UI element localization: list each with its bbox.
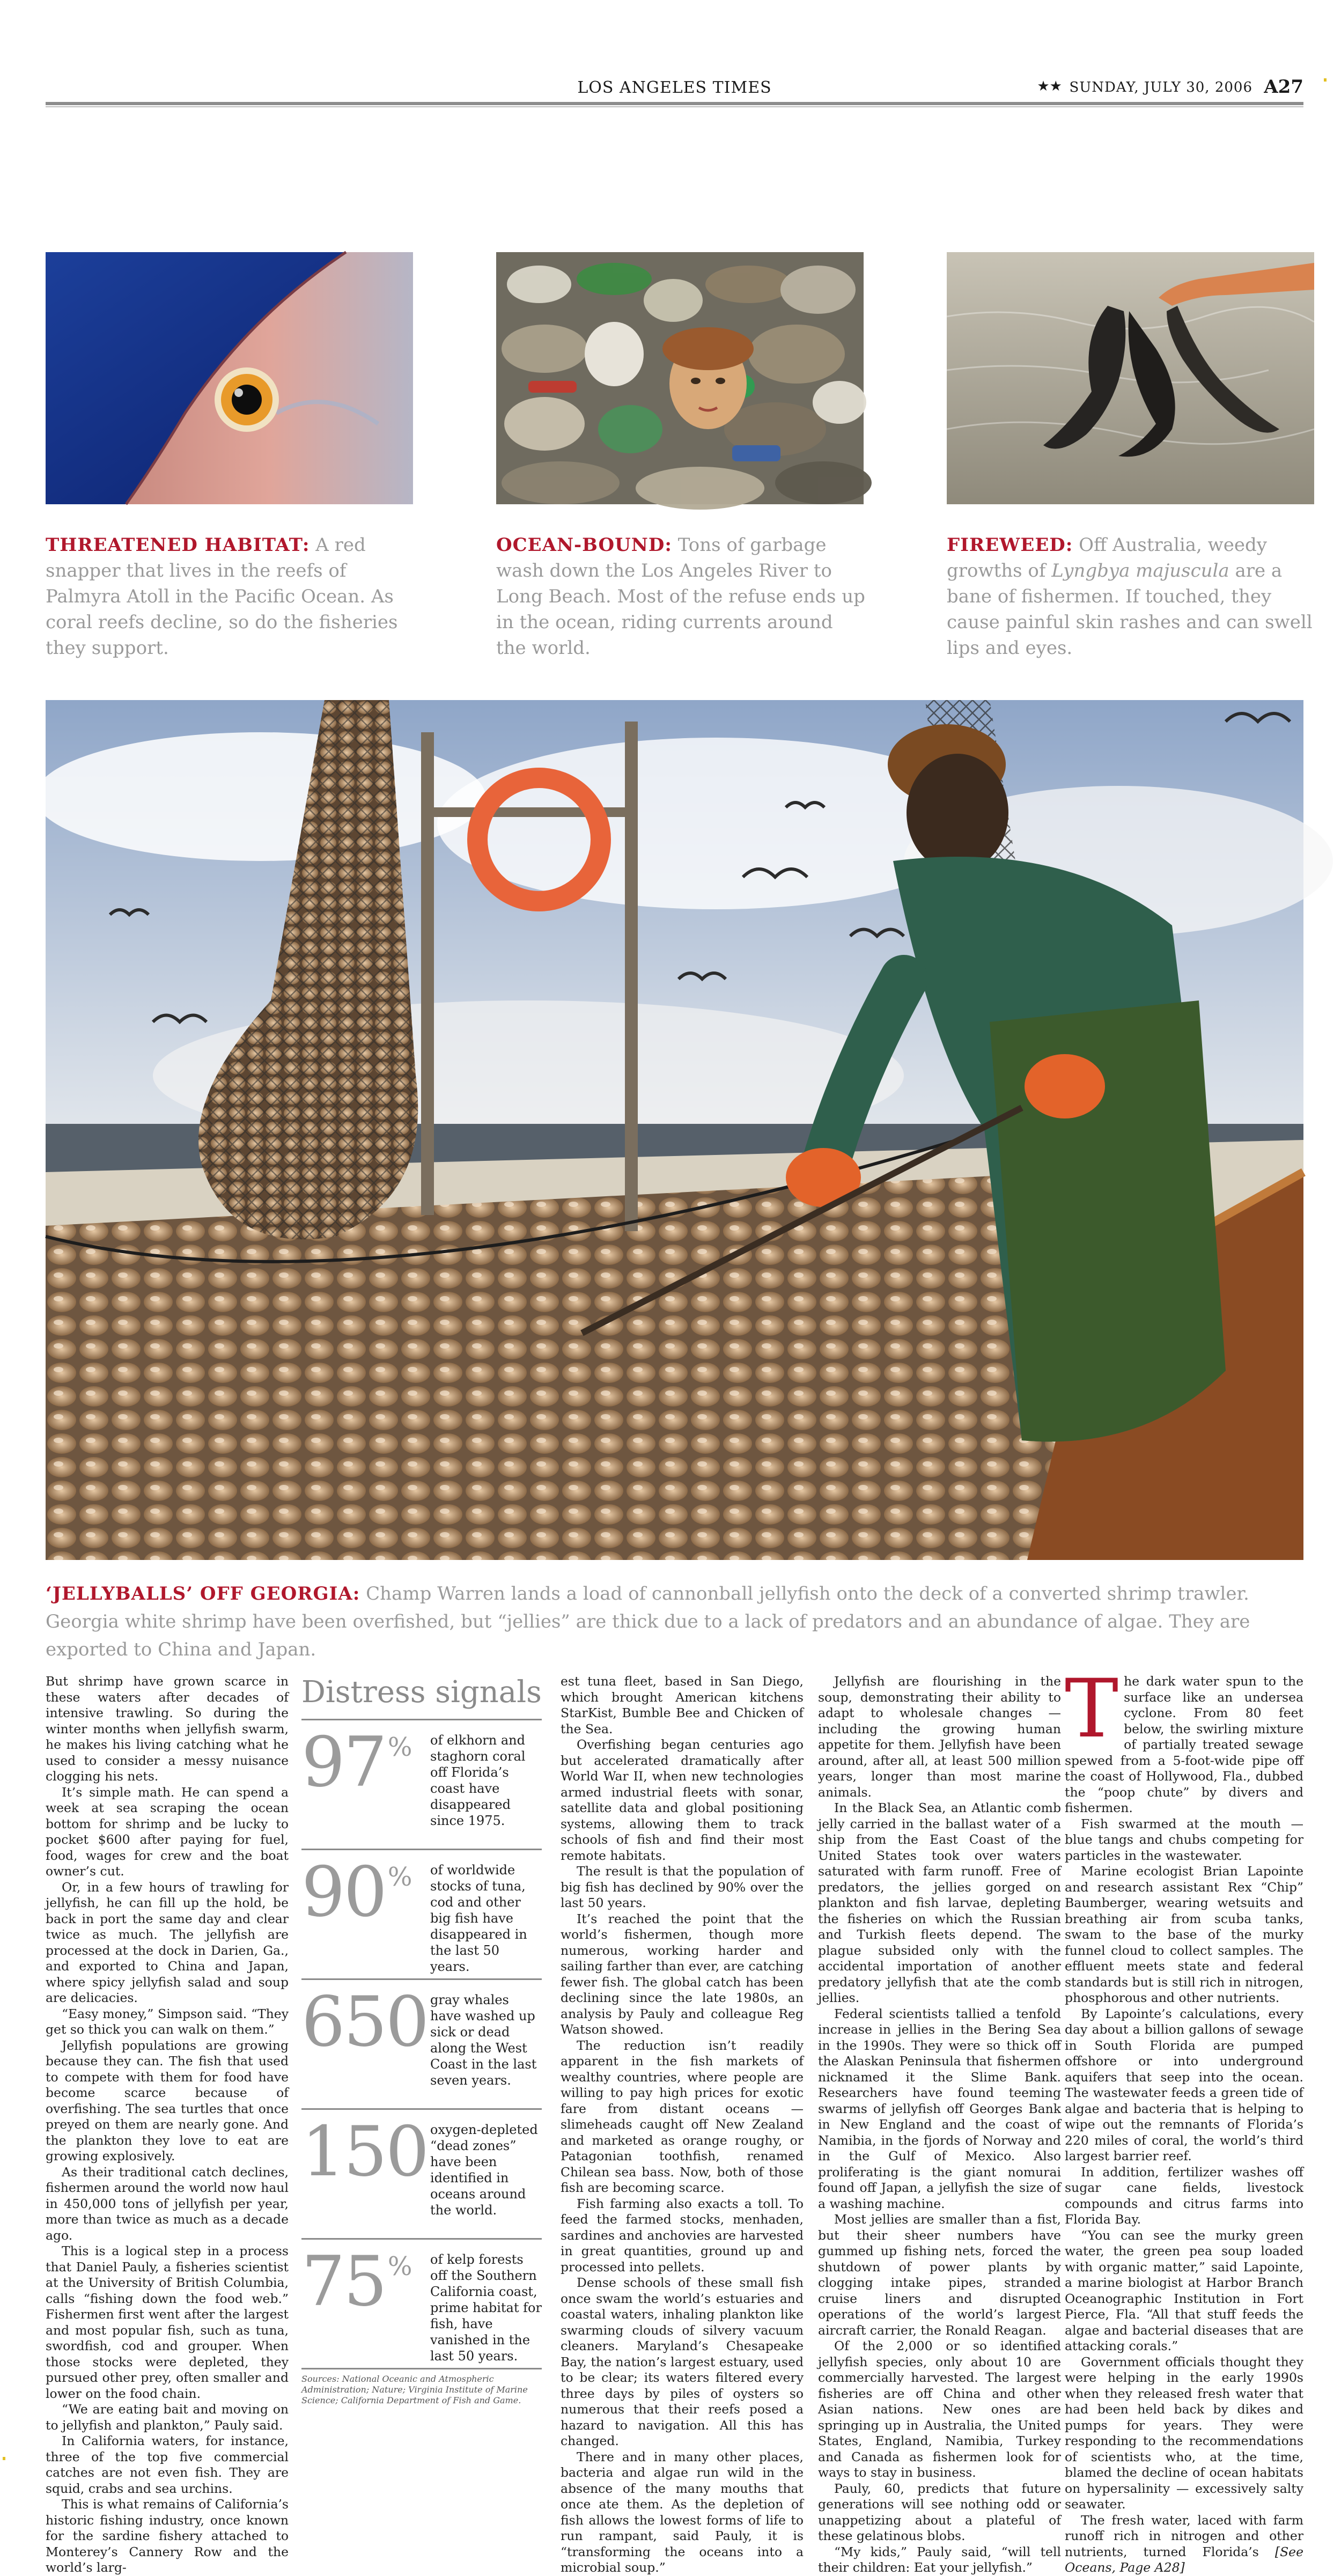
- photo-fireweed: [947, 252, 1314, 504]
- paragraph: “We are eating bait and moving on to jellyfish and plankton,” Pauly said.: [46, 2402, 289, 2433]
- caption-label: OCEAN-BOUND:: [496, 534, 672, 556]
- caption-label: ‘JELLYBALLS’ OFF GEORGIA:: [46, 1583, 360, 1605]
- paragraph: The fresh water, laced with farm runoff rich in nitrogen and other nutrients, turned Florida’s [See Oceans, Page A28]: [1065, 2512, 1303, 2575]
- registration-mark: [1324, 78, 1327, 82]
- stat-text: gray whales have washed up sick or dead along the West Coast in the last seven years.: [430, 1992, 537, 2088]
- paragraph: Government officials thought they were helping in the early 1990s when they released fresh water that had been held back by dikes and pumps for years. They were responding to the recommendations of scientists who, at the time, blamed the decline of ocean habitats on hypersalinity — excessively salty seawater.: [1065, 2354, 1303, 2512]
- article-column-4: [818, 1674, 1061, 2576]
- header-rule-secondary: [46, 106, 1303, 107]
- stat-item: [301, 2108, 542, 2238]
- article-column-1: [46, 1674, 289, 2576]
- caption-text: A red snapper that lives in the reefs of Palmyra Atoll in the Pacific Ocean. As coral reefs decline, so do the fisheries they support.: [46, 534, 398, 659]
- stat-number: 150: [301, 2112, 428, 2192]
- stat-text: of elkhorn and staghorn coral off Florida’s coast have disappeared since 1975.: [430, 1733, 526, 1828]
- paragraph: Fish farming also exacts a toll. To feed the farmed stocks, menhaden, sardines and anchovies are harvested in great quantities, ground up and processed into pellets.: [561, 2196, 804, 2275]
- paragraph: Dense schools of these small fish once swam the world’s estuaries and coastal waters, inhaling plankton like swarming clouds of silvery vacuum cleaners. Maryland’s Chesapeake Bay, the nation’s largest estuary, used to be clear; its waters filtered every three days by piles of oysters so numerous that their reefs posed a hazard to navigation. All this has changed.: [561, 2275, 804, 2448]
- paragraph: In the Black Sea, an Atlantic comb jelly carried in the ballast water of a ship from the East Coast of the United States took over waters saturated with farm runoff. Free of predators, the jellies gorged on plankton and fish larvae, depleting the fisheries on which the Russian and Turkish fleets depend. The plague subsided only with the accidental importation of another predatory jellyfish that ate the comb jellies.: [818, 1800, 1061, 2005]
- photo-garbage-long-beach: [496, 252, 864, 504]
- article-column-5: [1065, 1662, 1303, 2576]
- paragraph: est tuna fleet, based in San Diego, which brought American kitchens StarKist, Bumble Bee and Chicken of the Sea.: [561, 1674, 804, 1736]
- stat-item: [301, 2238, 542, 2368]
- paragraph: This is what remains of California’s historic fishing industry, once known for the sardine fishery attached to Monterey’s Cannery Row and the world’s larg-: [46, 2497, 289, 2575]
- caption-jellyballs: [46, 1580, 1303, 1664]
- paragraph: As their traditional catch declines, fishermen around the world now haul in 450,000 tons of jellyfish per year, more than twice as much as a decade ago.: [46, 2164, 289, 2243]
- registration-mark: [3, 2457, 5, 2460]
- paragraph: It’s simple math. He can spend a week at sea scraping the ocean bottom for shrimp and be lucky to pocket $600 after paying for fuel, food, wages for crew and the boat owner’s cut.: [46, 1784, 289, 1879]
- paragraph: The result is that the population of big fish has declined by 90% over the last 50 years.: [561, 1864, 804, 1910]
- caption-ocean-bound: [496, 532, 866, 661]
- page-number: A27: [1264, 76, 1303, 98]
- stat-item: [301, 1849, 542, 1978]
- stat-number: 97%: [301, 1723, 412, 1802]
- photo-red-snapper: [46, 252, 413, 504]
- paragraph: “You can see the murky green water, the green pea soup loaded with organic matter,” said Lapointe, a marine biologist at Harbor Branch Oceanographic Institution in Fort Pierce, Fla. “All that stuff feeds the algae and bacterial diseases that are attacking corals.”: [1065, 2227, 1303, 2353]
- stat-text: oxygen-depleted “dead zones” have been identified in oceans around the world.: [430, 2122, 538, 2218]
- caption-label: FIREWEED:: [947, 534, 1073, 556]
- paragraph: Pauly, 60, predicts that future generations will see nothing odd or unappetizing about a plateful of these gelatinous blobs.: [818, 2481, 1061, 2543]
- paragraph: Most jellies are smaller than a fist, but their sheer numbers have gummed up fishing nets, forced the shutdown of power plants by clogging intake pipes, stranded cruise liners and disrupted operations of the world’s largest aircraft carrier, the Ronald Reagan.: [818, 2212, 1061, 2338]
- paragraph: Or, in a few hours of trawling for jellyfish, he can fill up the hold, be back in port the same day and clear twice as much. The jellyfish are processed at the dock in Darien, Ga., and exported to China and Japan, where spicy jellyfish salad and soup are delicacies.: [46, 1879, 289, 2005]
- sidebar-sources: Sources: National Oceanic and Atmospheric Administration; Nature; Virginia Institute of Marine Science; California Department of Fish and Game.: [301, 2368, 542, 2406]
- article-column-3: [561, 1674, 804, 2576]
- paragraph: “My kids,” Pauly said, “will tell their children: Eat your jellyfish.”: [818, 2544, 1061, 2575]
- jump-line[interactable]: [See Oceans, Page A28]: [1065, 2544, 1303, 2575]
- photo-jellyballs-georgia: [46, 700, 1303, 1560]
- stat-number: 650: [301, 1982, 428, 2062]
- header-rule: [46, 102, 1303, 105]
- lead-paragraph: The dark water spun to the surface like an undersea cyclone. From 80 feet below, the swirling mixture of partially treated sewage spewed from a 5-foot-wide pipe off the coast of Hollywood, Fla., dubbed the “poop chute” by divers and fishermen.: [1065, 1662, 1303, 1815]
- paragraph: Of the 2,000 or so identified jellyfish species, only about 10 are commercially harvested. The largest fisheries are off China and other Asian nations. New ones are springing up in Australia, the United States, England, Namibia, Turkey and Canada as fishermen look for ways to stay in business.: [818, 2338, 1061, 2480]
- newspaper-name: LOS ANGELES TIMES: [577, 78, 772, 97]
- page-header: [46, 75, 1303, 105]
- caption-text: Champ Warren lands a load of cannonball jellyfish onto the deck of a converted shrimp trawler. Georgia white shrimp have been overfished, but “jellies” are thick due to a lack of predators and an abundance of algae. They are exported to China and Japan.: [46, 1583, 1250, 1660]
- stat-item: [301, 1719, 542, 1849]
- caption-text: Tons of garbage wash down the Los Angeles River to Long Beach. Most of the refuse ends up in the ocean, riding currents around the world.: [496, 534, 865, 659]
- paragraph: In addition, fertilizer washes off sugar cane fields, livestock compounds and citrus farms into Florida Bay.: [1065, 2164, 1303, 2227]
- stat-text: of kelp forests off the Southern California coast, prime habitat for fish, have vanished in the last 50 years.: [430, 2252, 542, 2364]
- sidebar-title: Distress signals: [301, 1675, 542, 1710]
- paragraph: It’s reached the point that the world’s fishermen, though more numerous, working harder and sailing farther than ever, are catching fewer fish. The global catch has been declining since the late 1980s, an analysis by Pauly and colleague Reg Watson showed.: [561, 1911, 804, 2037]
- species-name: Lyngbya majuscula: [1051, 560, 1229, 582]
- distress-signals-sidebar: [301, 1674, 542, 2406]
- paragraph: The reduction isn’t readily apparent in the fish markets of wealthy countries, where people are willing to pay high prices for exotic fare from distant oceans — slimeheads caught off New Zealand and marketed as orange roughy, or Patagonian toothfish, renamed Chilean sea bass. Now, both of those fish are becoming scarce.: [561, 2037, 804, 2195]
- paragraph: This is a logical step in a process that Daniel Pauly, a fisheries scientist at the University of British Columbia, calls “fishing down the food web.” Fishermen first went after the largest and most popular fish, such as tuna, swordfish, cod and grouper. When those stocks were depleted, they pursued other prey, often smaller and lower on the food chain.: [46, 2243, 289, 2401]
- caption-fireweed: [947, 532, 1317, 661]
- issue-date: SUNDAY, JULY 30, 2006: [1069, 79, 1252, 95]
- paragraph: In California waters, for instance, three of the top five commercial catches are not even fish. They are squid, crabs and sea urchins.: [46, 2433, 289, 2496]
- paragraph: Federal scientists tallied a tenfold increase in jellies in the Bering Sea in the 1990s. They were so thick off the Alaskan Peninsula that fishermen nicknamed it the Slime Bank. Researchers have found teeming swarms of jellyfish off Georges Bank in New England and the coast of Namibia, in the fjords of Norway and in the Gulf of Mexico. Also proliferating is the giant nomurai found off Japan, a jellyfish the size of a washing machine.: [818, 2006, 1061, 2211]
- paragraph: There and in many other places, bacteria and algae run wild in the absence of the many mouths that once ate them. As the depletion of fish allows the lowest forms of life to run rampant, said Pauly, it is “transforming the oceans into a microbial soup.”: [561, 2449, 804, 2575]
- stat-item: [301, 1978, 542, 2108]
- paragraph: But shrimp have grown scarce in these waters after decades of intensive trawling. So during the winter months when jellyfish swarm, he makes his living catching what he used to consider a messy nuisance clogging his nets.: [46, 1674, 289, 1784]
- stat-number: 90%: [301, 1852, 412, 1932]
- paragraph: Overfishing began centuries ago but accelerated dramatically after World War II, when new technologies armed industrial fleets with sonar, satellite data and global positioning systems, allowing them to track schools of fish and find their most remote habitats.: [561, 1737, 804, 1863]
- caption-threatened-habitat: [46, 532, 416, 661]
- paragraph: By Lapointe’s calculations, every day about a billion gallons of sewage in South Florida are pumped offshore or into underground aquifers that seep into the ocean. The wastewater feeds a green tide of algae and bacteria that is helping to wipe out the remnants of Florida’s 220 miles of coral, the world’s third largest barrier reef.: [1065, 2006, 1303, 2163]
- paragraph: “Easy money,” Simpson said. “They get so thick you can walk on them.”: [46, 2006, 289, 2037]
- caption-label: THREATENED HABITAT:: [46, 534, 310, 556]
- paragraph: Fish swarmed at the mouth — blue tangs and chubs competing for particles in the wastewater.: [1065, 1816, 1303, 1863]
- paragraph: Jellyfish are flourishing in the soup, demonstrating their ability to adapt to wholesale changes — including the growing human appetite for them. Jellyfish have been around, after all, at least 500 million years, longer than most marine animals.: [818, 1674, 1061, 1800]
- drop-cap: T: [1065, 1662, 1119, 1756]
- paragraph: Marine ecologist Brian Lapointe and research assistant Rex “Chip” Baumberger, wearing wetsuits and breathing air from scuba tanks, swam to the base of the murky funnel cloud to collect samples. The effluent meets state and federal standards but is still rich in nitrogen, phosphorous and other nutrients.: [1065, 1864, 1303, 2005]
- edition-stars: ★★: [1037, 78, 1062, 94]
- stat-number: 75%: [301, 2242, 412, 2322]
- stat-text: of worldwide stocks of tuna, cod and other big fish have disappeared in the last 50 years.: [430, 1863, 527, 1974]
- caption-text-before: Off Australia, weedy growths of: [947, 534, 1267, 582]
- paragraph: Jellyfish populations are growing because they can. The fish that used to compete with them for food have become scarce because of overfishing. The sea turtles that once preyed on them are nearly gone. And the plankton they love to eat are growing explosively.: [46, 2037, 289, 2163]
- caption-text-after: are a bane of fishermen. If touched, they cause painful skin rashes and can swell lips and eyes.: [947, 560, 1313, 659]
